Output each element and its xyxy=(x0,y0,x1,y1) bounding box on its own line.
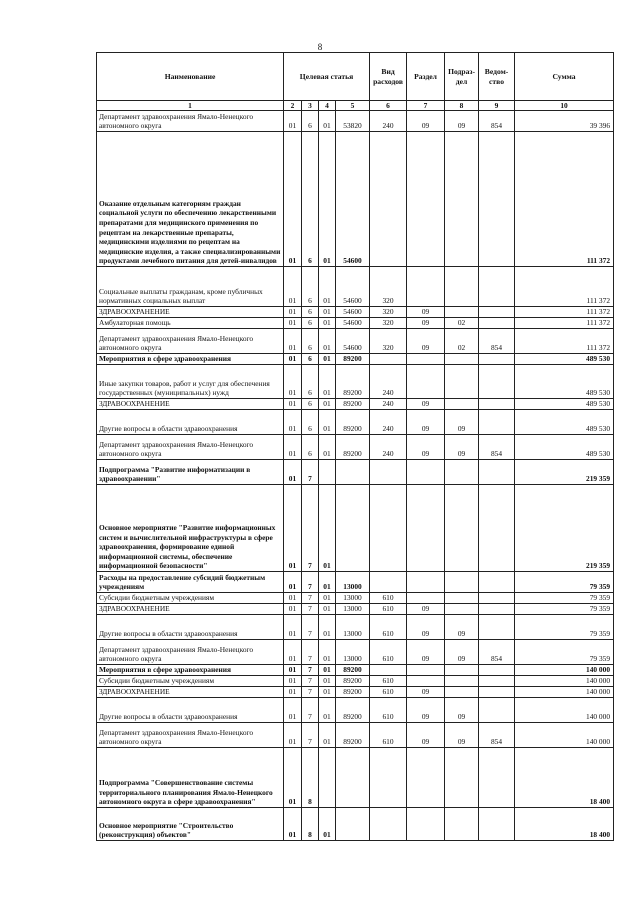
cell-dept xyxy=(479,572,515,593)
col-number: 4 xyxy=(319,101,336,111)
table-row xyxy=(97,676,614,687)
table-row xyxy=(97,399,614,410)
cell-subprogram: 7 xyxy=(302,698,319,723)
cell-direction xyxy=(336,808,370,841)
cell-sum: 219 359 xyxy=(515,460,614,485)
cell-name: Департамент здравоохранения Ямало-Ненецкого автономного округа xyxy=(97,640,284,665)
cell-direction xyxy=(336,485,370,572)
table-row xyxy=(97,132,614,267)
cell-subsection xyxy=(445,399,479,410)
cell-program: 01 xyxy=(284,399,302,410)
cell-section xyxy=(407,354,445,365)
cell-direction: 54600 xyxy=(336,307,370,318)
cell-event: 01 xyxy=(319,698,336,723)
cell-program: 01 xyxy=(284,267,302,307)
cell-subprogram: 7 xyxy=(302,460,319,485)
table-row xyxy=(97,365,614,399)
cell-program: 01 xyxy=(284,748,302,808)
cell-direction xyxy=(336,460,370,485)
cell-subprogram: 6 xyxy=(302,365,319,399)
cell-exp-type xyxy=(370,460,407,485)
cell-subprogram: 6 xyxy=(302,318,319,329)
cell-exp-type xyxy=(370,485,407,572)
cell-dept xyxy=(479,485,515,572)
col-number: 2 xyxy=(284,101,302,111)
cell-program: 01 xyxy=(284,329,302,354)
cell-exp-type: 610 xyxy=(370,687,407,698)
table-row xyxy=(97,460,614,485)
cell-dept xyxy=(479,808,515,841)
cell-subsection xyxy=(445,593,479,604)
cell-direction: 89200 xyxy=(336,410,370,435)
cell-subprogram: 7 xyxy=(302,572,319,593)
cell-event: 01 xyxy=(319,593,336,604)
cell-dept xyxy=(479,687,515,698)
cell-section xyxy=(407,132,445,267)
cell-name: Оказание отдельным категориям граждан социальной услуги по обеспечению лекарственными препаратами для медицинского применения по рецептам на лекарственные препараты, медицинскими изделиями по рецептам на медицинские изделия, а также специализированными продуктами лечебного питания для детей-инвалидов xyxy=(97,132,284,267)
cell-subsection xyxy=(445,687,479,698)
cell-direction: 54600 xyxy=(336,318,370,329)
col-number: 6 xyxy=(370,101,407,111)
cell-dept xyxy=(479,318,515,329)
cell-section: 09 xyxy=(407,111,445,132)
col-number: 10 xyxy=(515,101,614,111)
cell-name: Амбулаторная помощь xyxy=(97,318,284,329)
cell-section xyxy=(407,748,445,808)
cell-name: Подпрограмма "Совершенствование системы территориального планирования Ямало-Ненецкого автономного округа в сфере здравоохранения" xyxy=(97,748,284,808)
table-row xyxy=(97,748,614,808)
cell-dept xyxy=(479,460,515,485)
cell-event: 01 xyxy=(319,808,336,841)
cell-event: 01 xyxy=(319,687,336,698)
cell-sum: 79 359 xyxy=(515,604,614,615)
cell-subsection: 09 xyxy=(445,723,479,748)
cell-name: Мероприятия в сфере здравоохранения xyxy=(97,665,284,676)
cell-subsection: 02 xyxy=(445,329,479,354)
cell-sum: 489 530 xyxy=(515,399,614,410)
cell-subprogram: 7 xyxy=(302,640,319,665)
cell-sum: 111 372 xyxy=(515,307,614,318)
cell-program: 01 xyxy=(284,485,302,572)
cell-event: 01 xyxy=(319,267,336,307)
cell-section: 09 xyxy=(407,615,445,640)
cell-name: Департамент здравоохранения Ямало-Ненецкого автономного округа xyxy=(97,329,284,354)
cell-event: 01 xyxy=(319,307,336,318)
cell-subprogram: 6 xyxy=(302,410,319,435)
cell-subsection xyxy=(445,365,479,399)
header-name: Наименование xyxy=(97,53,284,101)
cell-program: 01 xyxy=(284,808,302,841)
header-target: Целевая статья xyxy=(284,53,370,101)
cell-name: Основное мероприятие "Строительство (реконструкция) объектов" xyxy=(97,808,284,841)
cell-subsection: 09 xyxy=(445,111,479,132)
cell-section xyxy=(407,593,445,604)
cell-direction: 13000 xyxy=(336,640,370,665)
cell-program: 01 xyxy=(284,665,302,676)
cell-section xyxy=(407,460,445,485)
cell-section xyxy=(407,676,445,687)
cell-subprogram: 6 xyxy=(302,307,319,318)
cell-subprogram: 7 xyxy=(302,593,319,604)
col-number: 3 xyxy=(302,101,319,111)
table-row xyxy=(97,665,614,676)
cell-name: Департамент здравоохранения Ямало-Ненецкого автономного округа xyxy=(97,435,284,460)
table-row xyxy=(97,354,614,365)
cell-exp-type xyxy=(370,665,407,676)
cell-exp-type: 610 xyxy=(370,640,407,665)
cell-sum: 140 000 xyxy=(515,698,614,723)
cell-event: 01 xyxy=(319,723,336,748)
cell-sum: 111 372 xyxy=(515,132,614,267)
cell-subsection xyxy=(445,267,479,307)
cell-subsection xyxy=(445,307,479,318)
cell-section: 09 xyxy=(407,329,445,354)
cell-program: 01 xyxy=(284,698,302,723)
cell-program: 01 xyxy=(284,318,302,329)
cell-event: 01 xyxy=(319,410,336,435)
cell-event: 01 xyxy=(319,365,336,399)
cell-dept xyxy=(479,676,515,687)
cell-dept xyxy=(479,354,515,365)
table-row xyxy=(97,307,614,318)
cell-program: 01 xyxy=(284,676,302,687)
cell-subprogram: 6 xyxy=(302,267,319,307)
cell-dept xyxy=(479,665,515,676)
cell-sum: 79 359 xyxy=(515,572,614,593)
cell-program: 01 xyxy=(284,435,302,460)
cell-exp-type: 610 xyxy=(370,698,407,723)
table-row xyxy=(97,723,614,748)
cell-name: Социальные выплаты гражданам, кроме публичных нормативных социальных выплат xyxy=(97,267,284,307)
cell-program: 01 xyxy=(284,307,302,318)
cell-dept xyxy=(479,698,515,723)
cell-subprogram: 6 xyxy=(302,111,319,132)
cell-direction: 89200 xyxy=(336,687,370,698)
cell-section xyxy=(407,572,445,593)
cell-subsection xyxy=(445,808,479,841)
table-row xyxy=(97,111,614,132)
cell-exp-type: 240 xyxy=(370,410,407,435)
cell-subsection xyxy=(445,485,479,572)
cell-dept: 854 xyxy=(479,329,515,354)
cell-exp-type: 610 xyxy=(370,604,407,615)
cell-event: 01 xyxy=(319,318,336,329)
cell-section: 09 xyxy=(407,399,445,410)
cell-direction: 13000 xyxy=(336,572,370,593)
cell-section: 09 xyxy=(407,307,445,318)
cell-program: 01 xyxy=(284,132,302,267)
table-row xyxy=(97,318,614,329)
cell-exp-type: 320 xyxy=(370,329,407,354)
header-exp-type: Вид расходов xyxy=(370,53,407,101)
cell-name: Департамент здравоохранения Ямало-Ненецкого автономного округа xyxy=(97,723,284,748)
cell-name: ЗДРАВООХРАНЕНИЕ xyxy=(97,687,284,698)
cell-dept xyxy=(479,132,515,267)
cell-direction: 54600 xyxy=(336,267,370,307)
cell-sum: 39 396 xyxy=(515,111,614,132)
cell-program: 01 xyxy=(284,615,302,640)
cell-sum: 140 000 xyxy=(515,723,614,748)
cell-subsection xyxy=(445,460,479,485)
cell-event: 01 xyxy=(319,132,336,267)
cell-subsection xyxy=(445,354,479,365)
cell-direction: 13000 xyxy=(336,593,370,604)
cell-subsection: 09 xyxy=(445,435,479,460)
table-row xyxy=(97,435,614,460)
cell-name: Субсидии бюджетным учреждениям xyxy=(97,593,284,604)
cell-name: Другие вопросы в области здравоохранения xyxy=(97,410,284,435)
cell-dept xyxy=(479,604,515,615)
cell-section: 09 xyxy=(407,687,445,698)
table-row xyxy=(97,615,614,640)
cell-sum: 111 372 xyxy=(515,318,614,329)
cell-direction: 89200 xyxy=(336,698,370,723)
header-subsection: Подраз-дел xyxy=(445,53,479,101)
cell-section: 09 xyxy=(407,640,445,665)
cell-event xyxy=(319,460,336,485)
cell-program: 01 xyxy=(284,604,302,615)
cell-exp-type: 610 xyxy=(370,593,407,604)
cell-subsection xyxy=(445,572,479,593)
cell-sum: 489 530 xyxy=(515,354,614,365)
cell-direction: 89200 xyxy=(336,354,370,365)
header-row xyxy=(97,53,614,101)
cell-event: 01 xyxy=(319,572,336,593)
column-number-row xyxy=(97,101,614,111)
cell-dept: 854 xyxy=(479,723,515,748)
page-number: 8 xyxy=(317,42,323,52)
cell-program: 01 xyxy=(284,460,302,485)
cell-exp-type: 610 xyxy=(370,615,407,640)
cell-section xyxy=(407,365,445,399)
cell-direction: 54600 xyxy=(336,132,370,267)
cell-name: Подпрограмма "Развитие информатизации в здравоохранении" xyxy=(97,460,284,485)
col-number: 5 xyxy=(336,101,370,111)
cell-program: 01 xyxy=(284,572,302,593)
cell-direction: 89200 xyxy=(336,723,370,748)
cell-dept xyxy=(479,365,515,399)
cell-sum: 79 359 xyxy=(515,615,614,640)
cell-subprogram: 7 xyxy=(302,687,319,698)
cell-exp-type xyxy=(370,748,407,808)
cell-subprogram: 6 xyxy=(302,399,319,410)
cell-event: 01 xyxy=(319,676,336,687)
cell-subsection: 09 xyxy=(445,640,479,665)
cell-dept: 854 xyxy=(479,111,515,132)
cell-sum: 140 000 xyxy=(515,687,614,698)
cell-subprogram: 8 xyxy=(302,808,319,841)
cell-program: 01 xyxy=(284,687,302,698)
cell-name: Расходы на предоставление субсидий бюджетным учреждениям xyxy=(97,572,284,593)
col-number: 8 xyxy=(445,101,479,111)
cell-name: Департамент здравоохранения Ямало-Ненецкого автономного округа xyxy=(97,111,284,132)
cell-exp-type xyxy=(370,808,407,841)
cell-event xyxy=(319,748,336,808)
cell-event: 01 xyxy=(319,435,336,460)
cell-direction: 89200 xyxy=(336,435,370,460)
cell-subprogram: 7 xyxy=(302,723,319,748)
cell-name: Другие вопросы в области здравоохранения xyxy=(97,698,284,723)
table-row xyxy=(97,604,614,615)
cell-subsection xyxy=(445,748,479,808)
cell-subsection xyxy=(445,132,479,267)
cell-section: 09 xyxy=(407,604,445,615)
cell-name: Иные закупки товаров, работ и услуг для обеспечения государственных (муниципальных) нужд xyxy=(97,365,284,399)
col-number: 7 xyxy=(407,101,445,111)
table-row xyxy=(97,698,614,723)
cell-sum: 489 530 xyxy=(515,365,614,399)
cell-exp-type: 610 xyxy=(370,676,407,687)
cell-exp-type: 610 xyxy=(370,723,407,748)
table-row xyxy=(97,687,614,698)
cell-dept xyxy=(479,593,515,604)
cell-section xyxy=(407,808,445,841)
cell-section xyxy=(407,665,445,676)
cell-subsection xyxy=(445,665,479,676)
cell-sum: 489 530 xyxy=(515,435,614,460)
cell-program: 01 xyxy=(284,354,302,365)
cell-subsection: 02 xyxy=(445,318,479,329)
cell-sum: 79 359 xyxy=(515,640,614,665)
cell-event: 01 xyxy=(319,665,336,676)
cell-sum: 111 372 xyxy=(515,329,614,354)
table-row xyxy=(97,640,614,665)
cell-dept xyxy=(479,410,515,435)
table-row xyxy=(97,329,614,354)
cell-sum: 18 400 xyxy=(515,748,614,808)
cell-direction: 13000 xyxy=(336,604,370,615)
cell-program: 01 xyxy=(284,640,302,665)
table-row xyxy=(97,410,614,435)
cell-exp-type: 320 xyxy=(370,318,407,329)
cell-direction: 89200 xyxy=(336,665,370,676)
col-number: 9 xyxy=(479,101,515,111)
cell-direction xyxy=(336,748,370,808)
cell-subprogram: 6 xyxy=(302,354,319,365)
cell-program: 01 xyxy=(284,723,302,748)
cell-name: Мероприятия в сфере здравоохранения xyxy=(97,354,284,365)
col-number: 1 xyxy=(97,101,284,111)
cell-name: ЗДРАВООХРАНЕНИЕ xyxy=(97,604,284,615)
cell-sum: 79 359 xyxy=(515,593,614,604)
cell-sum: 219 359 xyxy=(515,485,614,572)
cell-subprogram: 6 xyxy=(302,132,319,267)
table-row xyxy=(97,593,614,604)
cell-dept xyxy=(479,307,515,318)
cell-exp-type xyxy=(370,354,407,365)
cell-subprogram: 7 xyxy=(302,615,319,640)
cell-name: ЗДРАВООХРАНЕНИЕ xyxy=(97,307,284,318)
cell-program: 01 xyxy=(284,410,302,435)
cell-direction: 54600 xyxy=(336,329,370,354)
table-row xyxy=(97,572,614,593)
cell-exp-type: 240 xyxy=(370,111,407,132)
cell-direction: 13000 xyxy=(336,615,370,640)
cell-dept xyxy=(479,267,515,307)
cell-section: 09 xyxy=(407,410,445,435)
cell-exp-type xyxy=(370,132,407,267)
cell-sum: 18 400 xyxy=(515,808,614,841)
cell-sum: 489 530 xyxy=(515,410,614,435)
cell-subprogram: 7 xyxy=(302,676,319,687)
cell-event: 01 xyxy=(319,640,336,665)
cell-subsection xyxy=(445,676,479,687)
cell-event: 01 xyxy=(319,354,336,365)
cell-direction: 89200 xyxy=(336,365,370,399)
cell-section: 09 xyxy=(407,698,445,723)
cell-exp-type xyxy=(370,572,407,593)
cell-name: Основное мероприятие "Развитие информационных систем и вычислительной инфраструктуры в сфере здравоохранения, формирование единой информационной системы, обеспечение информационной безопасности" xyxy=(97,485,284,572)
cell-direction: 89200 xyxy=(336,676,370,687)
budget-table xyxy=(96,52,614,841)
cell-direction: 53820 xyxy=(336,111,370,132)
cell-name: ЗДРАВООХРАНЕНИЕ xyxy=(97,399,284,410)
header-section: Раздел xyxy=(407,53,445,101)
cell-event: 01 xyxy=(319,615,336,640)
cell-subprogram: 8 xyxy=(302,748,319,808)
cell-event: 01 xyxy=(319,111,336,132)
cell-name: Другие вопросы в области здравоохранения xyxy=(97,615,284,640)
cell-subprogram: 7 xyxy=(302,665,319,676)
cell-program: 01 xyxy=(284,111,302,132)
cell-event: 01 xyxy=(319,604,336,615)
cell-dept: 854 xyxy=(479,640,515,665)
cell-exp-type: 320 xyxy=(370,267,407,307)
table-row xyxy=(97,808,614,841)
cell-subsection: 09 xyxy=(445,698,479,723)
header-sum: Сумма xyxy=(515,53,614,101)
cell-subsection: 09 xyxy=(445,410,479,435)
cell-exp-type: 240 xyxy=(370,435,407,460)
cell-sum: 140 000 xyxy=(515,676,614,687)
cell-sum: 140 000 xyxy=(515,665,614,676)
cell-program: 01 xyxy=(284,365,302,399)
cell-subsection: 09 xyxy=(445,615,479,640)
table-row xyxy=(97,485,614,572)
table-row xyxy=(97,267,614,307)
cell-direction: 89200 xyxy=(336,399,370,410)
cell-section: 09 xyxy=(407,723,445,748)
cell-section: 09 xyxy=(407,318,445,329)
cell-dept xyxy=(479,399,515,410)
cell-subprogram: 6 xyxy=(302,329,319,354)
cell-subsection xyxy=(445,604,479,615)
cell-event: 01 xyxy=(319,399,336,410)
cell-name: Субсидии бюджетным учреждениям xyxy=(97,676,284,687)
cell-exp-type: 240 xyxy=(370,365,407,399)
cell-subprogram: 7 xyxy=(302,485,319,572)
cell-section xyxy=(407,267,445,307)
cell-dept xyxy=(479,615,515,640)
header-dept: Ведом-ство xyxy=(479,53,515,101)
cell-program: 01 xyxy=(284,593,302,604)
cell-exp-type: 240 xyxy=(370,399,407,410)
cell-section xyxy=(407,485,445,572)
cell-dept xyxy=(479,748,515,808)
cell-event: 01 xyxy=(319,329,336,354)
cell-dept: 854 xyxy=(479,435,515,460)
cell-subprogram: 6 xyxy=(302,435,319,460)
cell-sum: 111 372 xyxy=(515,267,614,307)
cell-section: 09 xyxy=(407,435,445,460)
cell-exp-type: 320 xyxy=(370,307,407,318)
cell-subprogram: 7 xyxy=(302,604,319,615)
cell-event: 01 xyxy=(319,485,336,572)
